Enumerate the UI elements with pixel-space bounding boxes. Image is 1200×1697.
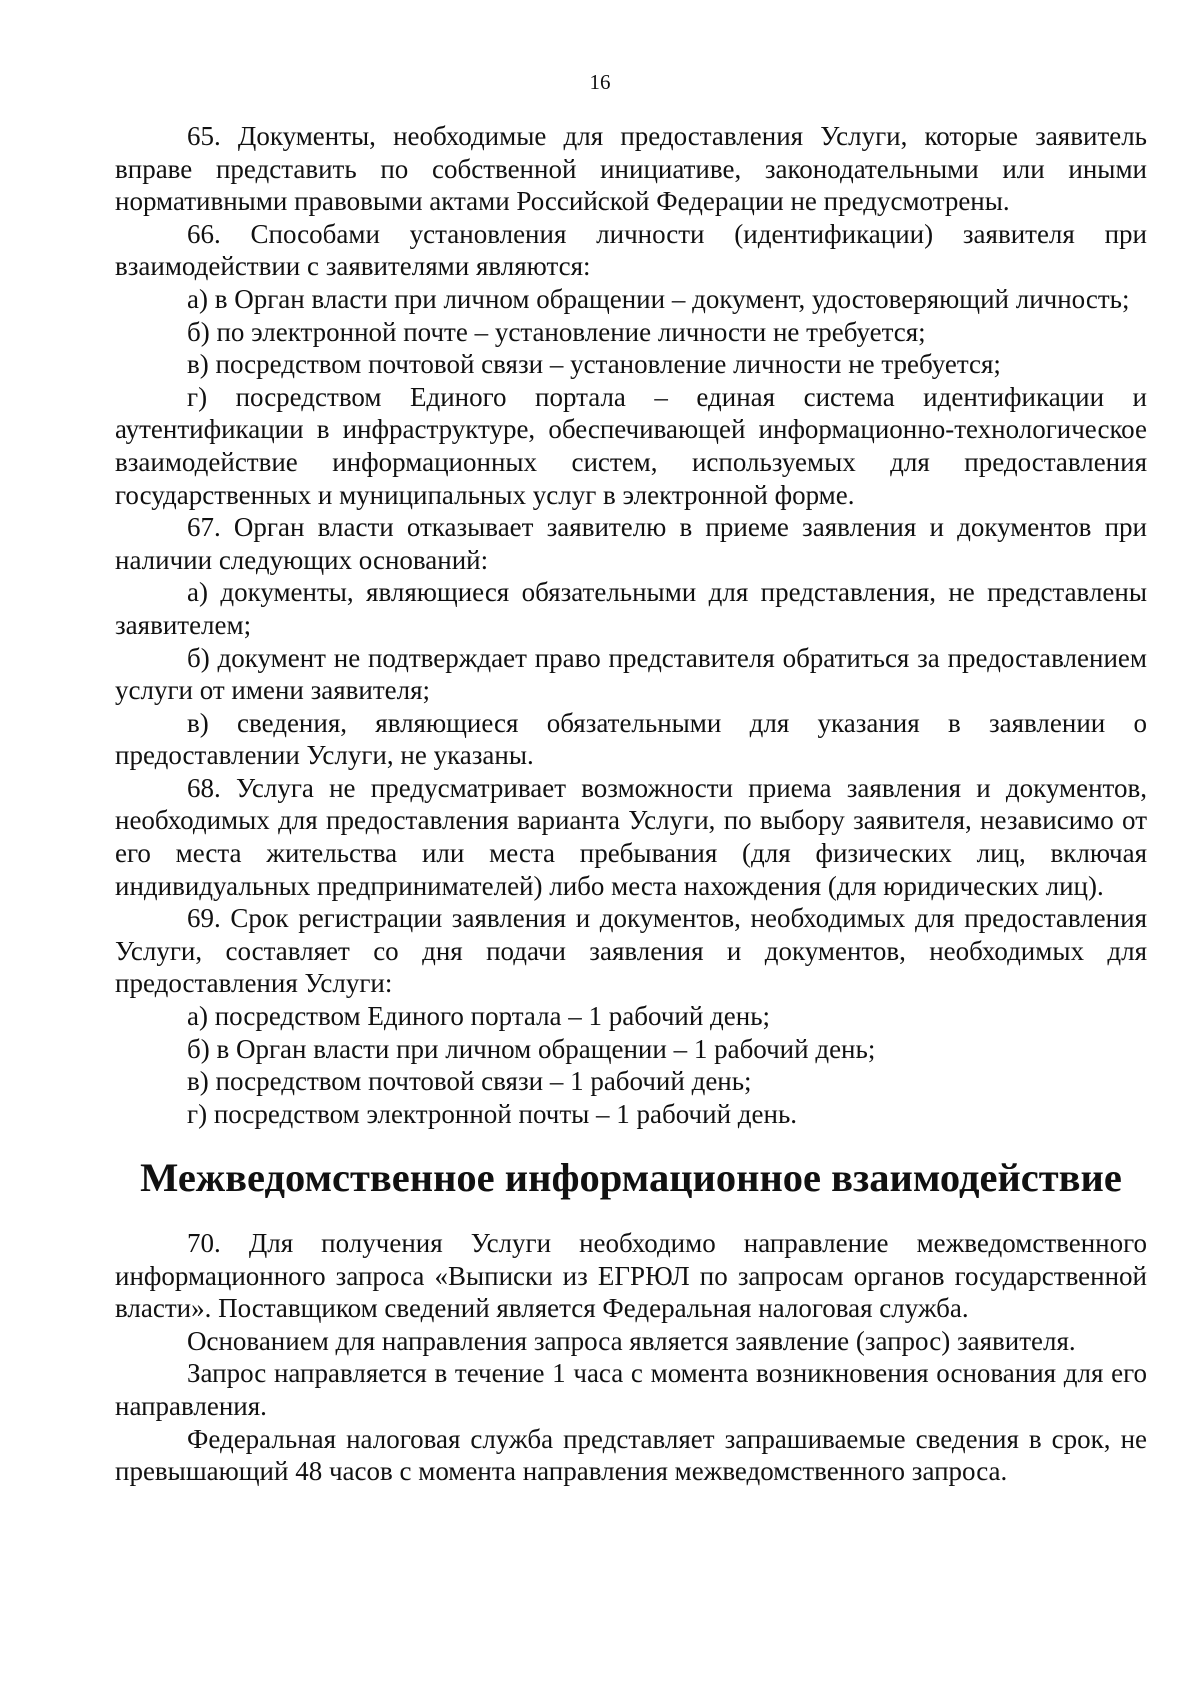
paragraph-68: 68. Услуга не предусматривает возможности приема заявления и документов, необходимых для предоставления варианта Услуги, по выбору заявителя, независимо от его места жительства или места пребывания (для физических лиц, включая индивидуальных предпринимателей) либо места нахождения (для юридических лиц). — [115, 772, 1147, 901]
paragraph-67: 67. Орган власти отказывает заявителю в приеме заявления и документов при наличии следующих оснований: — [115, 512, 1147, 575]
paragraph-69-b: б) в Орган власти при личном обращении – 1 рабочий день; — [187, 1033, 876, 1064]
paragraph-70: 70. Для получения Услуги необходимо направление межведомственного информационного запроса «Выписки из ЕГРЮЛ по запросам органов государственной власти». Поставщиком сведений является Федеральная налоговая служба. — [115, 1228, 1147, 1324]
page-number: 16 — [589, 70, 611, 94]
paragraph-66: 66. Способами установления личности (идентификации) заявителя при взаимодействии с заявителями являются: — [115, 218, 1147, 282]
paragraph-67-v: в) сведения, являющиеся обязательными для указания в заявлении о предоставлении Услуги, не указаны. — [115, 707, 1147, 771]
paragraph-66-g: г) посредством Единого портала – единая система идентификации и аутентификации в инфраструктуре, обеспечивающей информационно-технологическое взаимодействие информационных систем, используемых для предоставления государственных и муниципальных услуг в электронной форме. — [115, 381, 1147, 510]
paragraph-67-a: а) документы, являющиеся обязательными для представления, не представлены заявителем; — [115, 577, 1147, 640]
paragraph-65: 65. Документы, необходимые для предоставления Услуги, которые заявитель вправе представить по собственной инициативе, законодательными или иными нормативными правовыми актами Российской Федерации не предусмотрены. — [115, 121, 1147, 217]
paragraph-66-a: а) в Орган власти при личном обращении – документ, удостоверяющий личность; — [187, 283, 1130, 314]
paragraph-66-b: б) по электронной почте – установление личности не требуется; — [187, 316, 926, 347]
document-body — [115, 120, 1147, 1488]
paragraph-70-timing: Запрос направляется в течение 1 часа с момента возникновения основания для его направления. — [115, 1358, 1147, 1421]
paragraph-69-g: г) посредством электронной почты – 1 рабочий день. — [187, 1098, 798, 1129]
paragraph-70-basis: Основанием для направления запроса является заявление (запрос) заявителя. — [187, 1325, 1076, 1356]
section-heading: Межведомственное информационное взаимодействие — [140, 1155, 1122, 1201]
paragraph-69-v: в) посредством почтовой связи – 1 рабочий день; — [187, 1066, 752, 1097]
paragraph-69-a: а) посредством Единого портала – 1 рабочий день; — [187, 1001, 771, 1032]
paragraph-67-b: б) документ не подтверждает право представителя обратиться за предоставлением услуги от имени заявителя; — [115, 642, 1147, 706]
paragraph-70-response: Федеральная налоговая служба представляет запрашиваемые сведения в срок, не превышающий 48 часов с момента направления межведомственного запроса. — [115, 1423, 1147, 1487]
paragraph-66-v: в) посредством почтовой связи – установление личности не требуется; — [187, 349, 1001, 380]
paragraph-69: 69. Срок регистрации заявления и документов, необходимых для предоставления Услуги, составляет со дня подачи заявления и документов, необходимых для предоставления Услуги: — [115, 903, 1147, 999]
